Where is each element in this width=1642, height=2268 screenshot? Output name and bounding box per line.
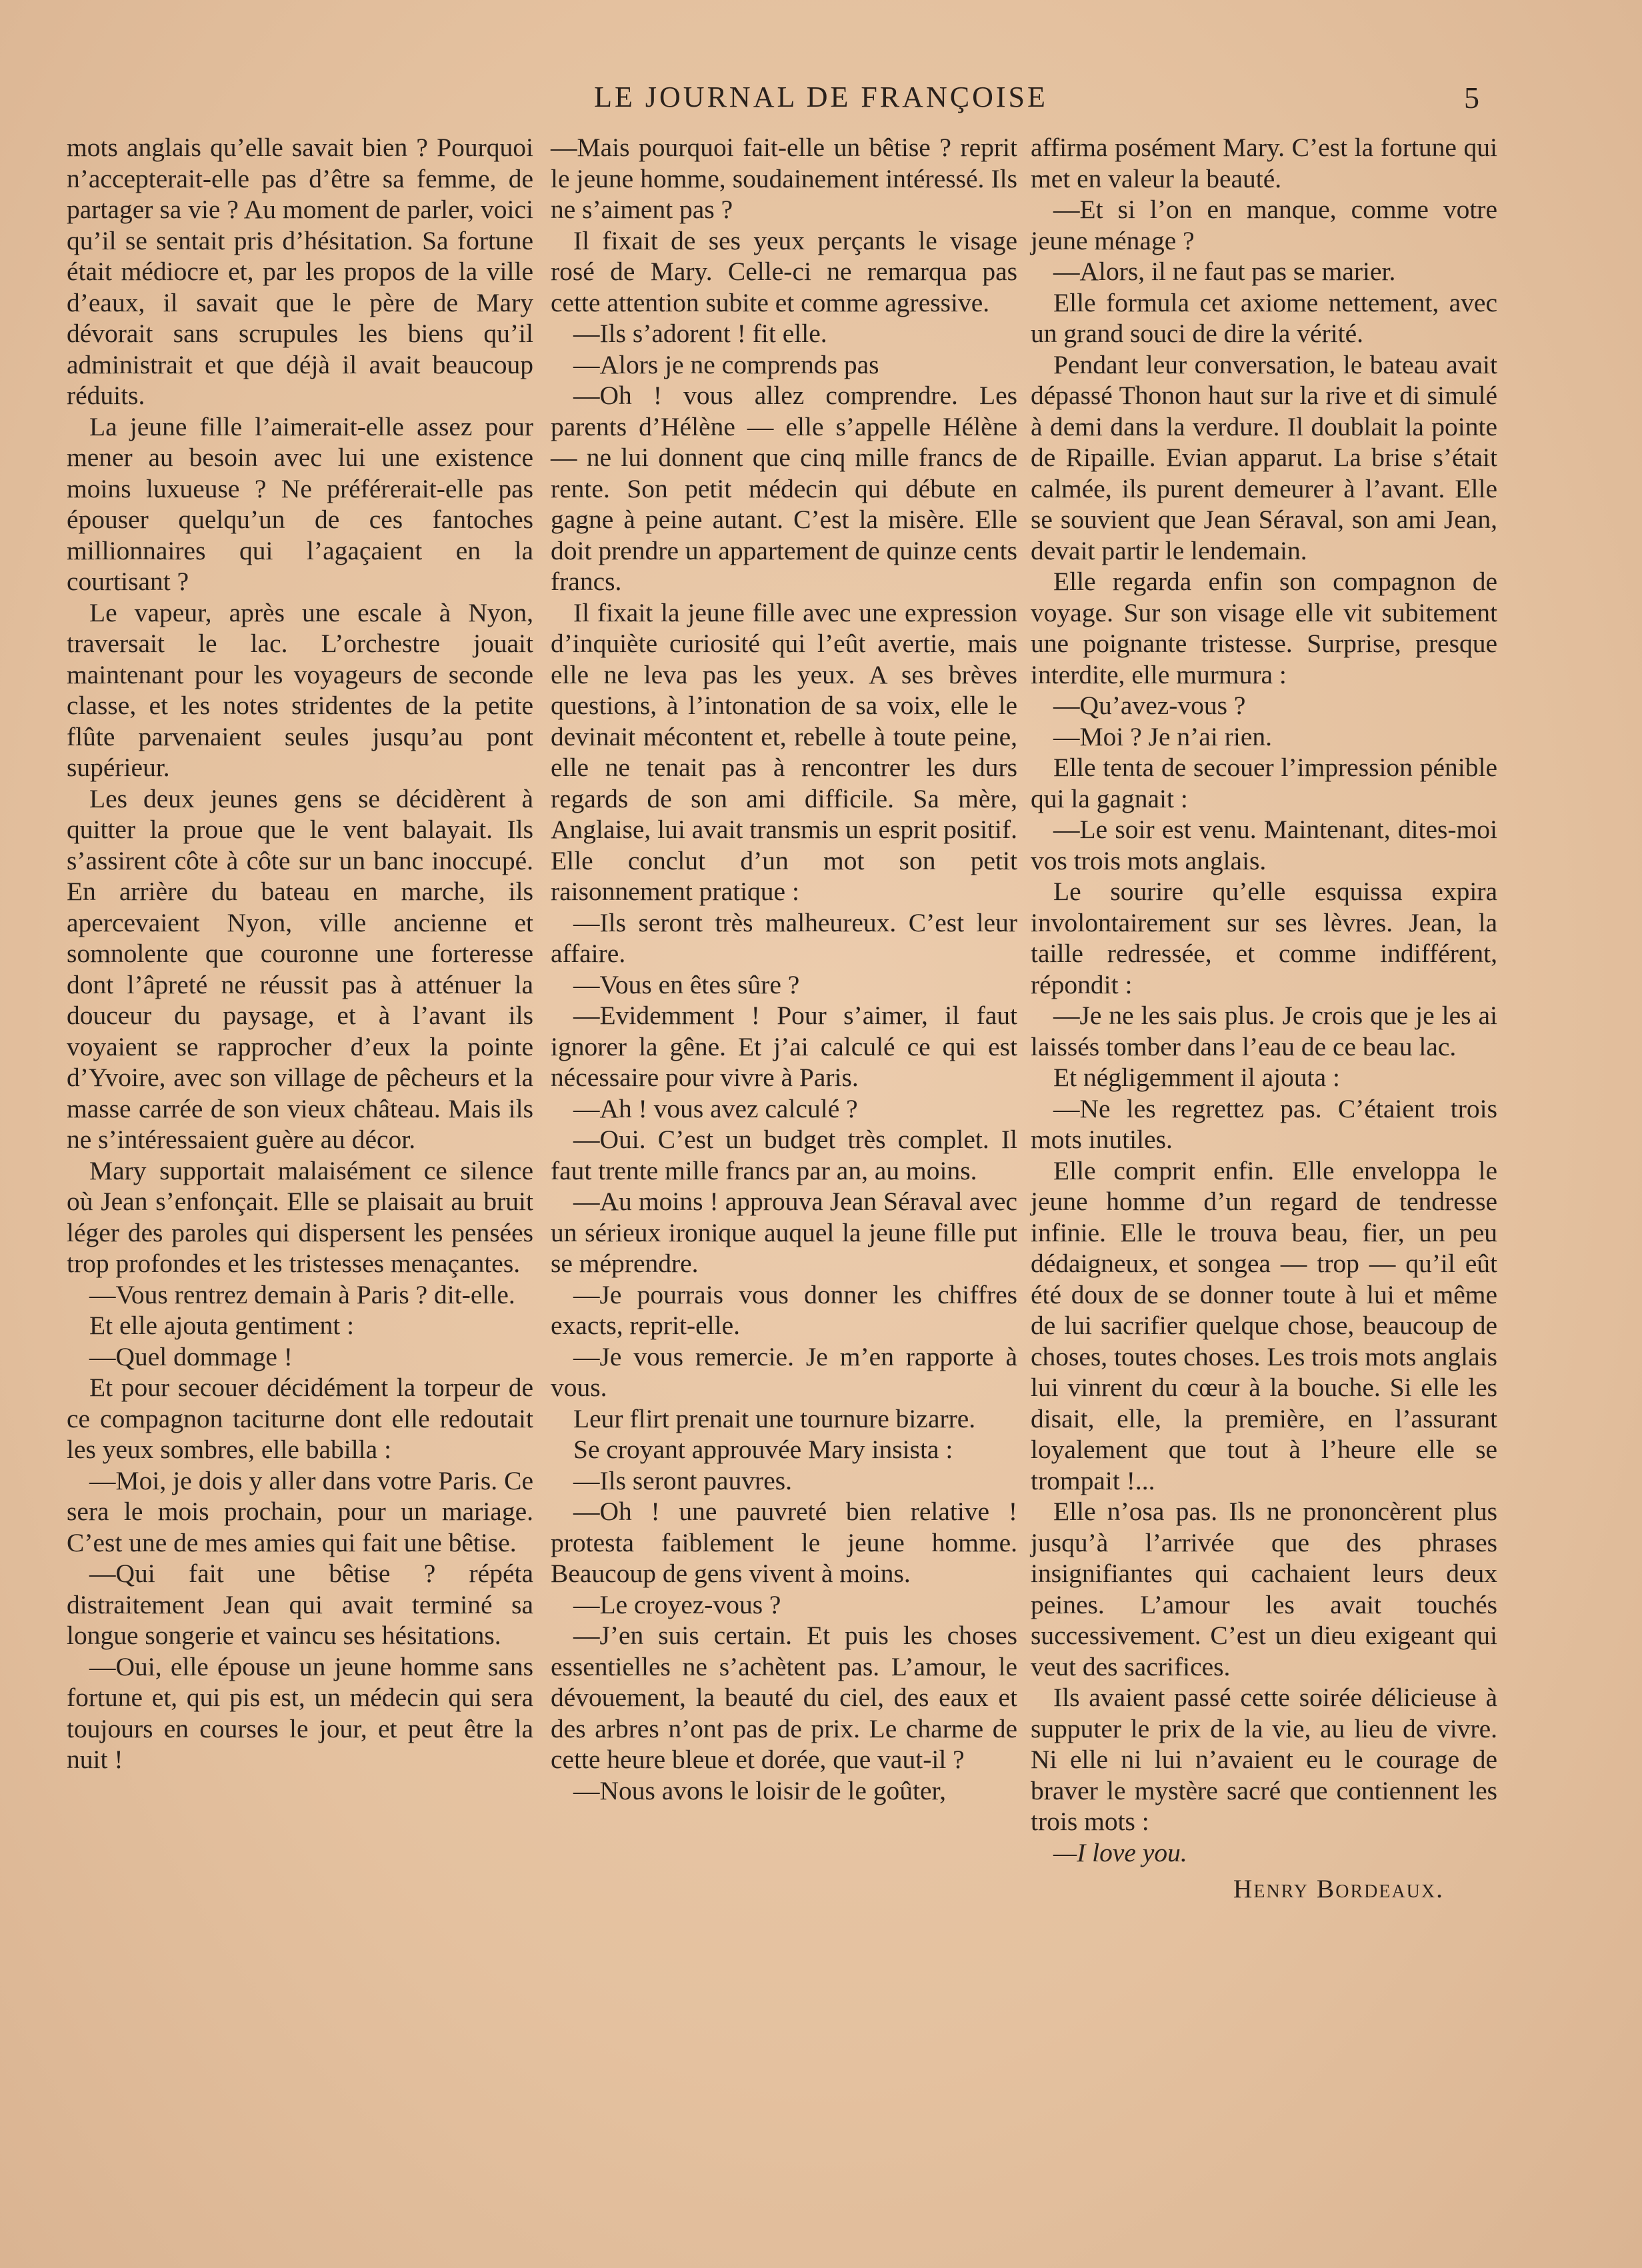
paragraph: —Mais pourquoi fait-elle un bêtise ? reprit le jeune homme, soudainement intéressé. Ils ne s’aiment pas ? <box>551 133 1017 224</box>
paragraph: Il fixait la jeune fille avec une expression d’inquiète curiosité qui l’eût avertie, mais elle ne leva pas les yeux. A ses brèves questions, à l’intonation de sa voix, elle le devinait mécontent et, rebelle à toute peine, elle ne tenait pas à rencontrer les durs regards de son ami difficile. Sa mère, Anglaise, lui avait transmis un esprit positif. Elle conclut d’un mot son petit raisonnement pratique : <box>551 597 1017 906</box>
paragraph: —Vous en êtes sûre ? <box>573 969 800 999</box>
paragraph: —Ils s’adorent ! fit elle. <box>573 319 827 348</box>
paragraph: —Qu’avez-vous ? <box>1053 691 1246 720</box>
paragraph: —Moi ? Je n’ai rien. <box>1053 721 1272 751</box>
paragraph: Elle comprit enfin. Elle enveloppa le jeune homme d’un regard de tendresse infinie. Elle le trouva beau, fier, un peu dédaigneux, et songea — trop — qu’il eût été doux de se donner toute à lui et même de lui sacrifier quelque chose, beaucoup de choses, toutes choses. Les trois mots anglais lui vinrent du cœur à la bouche. Si elle les disait, elle, la première, en l’assurant loyalement que tout à l’heure elle se trompait !... <box>1031 1155 1497 1495</box>
paragraph: —Le soir est venu. Maintenant, dites-moi vos trois mots anglais. <box>1031 815 1497 875</box>
paragraph: —Oui, elle épouse un jeune homme sans fortune et, qui pis est, un médecin qui sera toujours en courses le jour, et peut être la nuit ! <box>67 1651 533 1774</box>
paragraph: Elle n’osa pas. Ils ne prononcèrent plus jusqu’à l’arrivée que des phrases insignifiantes qui cachaient leurs deux peines. L’amour les avait touchés successivement. C’est un dieu exigeant qui veut des sacrifices. <box>1031 1497 1497 1681</box>
text-column-2 <box>551 132 1017 2228</box>
paragraph: Il fixait de ses yeux perçants le visage rosé de Mary. Celle-ci ne remarqua pas cette attention subite et comme agressive. <box>551 225 1017 317</box>
paragraph: —Oui. C’est un budget très complet. Il faut trente mille francs par an, au moins. <box>551 1125 1017 1185</box>
paragraph: —Vous rentrez demain à Paris ? dit-elle. <box>89 1279 515 1309</box>
running-title: LE JOURNAL DE FRANÇOISE <box>594 81 1048 113</box>
paragraph: La jeune fille l’aimerait-elle assez pour mener au besoin avec lui une existence moins luxueuse ? Ne préférerait-elle pas épouser quelqu’un de ces fantoches millionnaires qui l’agaçaient en la courtisant ? <box>67 411 533 596</box>
paragraph: Elle regarda enfin son compagnon de voyage. Sur son visage elle vit subitement une poignante tristesse. Surprise, presque interdite, elle murmura : <box>1031 567 1497 689</box>
author-signature: Henry Bordeaux. <box>1233 1874 1444 1903</box>
paragraph: Et pour secouer décidément la torpeur de ce compagnon taciturne dont elle redoutait les yeux sombres, elle babilla : <box>67 1373 533 1464</box>
paragraph: Et elle ajouta gentiment : <box>89 1311 355 1340</box>
paragraph: Elle formula cet axiome nettement, avec un grand souci de dire la vérité. <box>1031 287 1497 348</box>
paragraph: —Ils seront pauvres. <box>573 1465 792 1495</box>
paragraph: —Au moins ! approuva Jean Séraval avec un sérieux ironique auquel la jeune fille put se méprendre. <box>551 1187 1017 1278</box>
paragraph: —Qui fait une bêtise ? répéta distraitement Jean qui avait terminé sa longue songerie et vaincu ses hésitations. <box>67 1559 533 1650</box>
paragraph: —Evidemment ! Pour s’aimer, il faut ignorer la gêne. Et j’ai calculé ce qui est nécessaire pour vivre à Paris. <box>551 1001 1017 1092</box>
paragraph: mots anglais qu’elle savait bien ? Pourquoi n’accepterait-elle pas d’être sa femme, de partager sa vie ? Au moment de parler, voici qu’il se sentait pris d’hésitation. Sa fortune était médiocre et, par les propos de la ville d’eaux, il savait que le père de Mary dévorait sans scrupules les biens qu’il administrait et que déjà il avait beaucoup réduits. <box>67 133 533 410</box>
paragraph: —Quel dommage ! <box>89 1341 293 1371</box>
paragraph: —J’en suis certain. Et puis les choses essentielles ne s’achètent pas. L’amour, le dévouement, la beauté du ciel, des eaux et des arbres n’ont pas de prix. Le charme de cette heure bleue et dorée, que vaut-il ? <box>551 1621 1017 1774</box>
paragraph: Les deux jeunes gens se décidèrent à quitter la proue que le vent balayait. Ils s’assirent côte à côte sur un banc inoccupé. En arrière du bateau en marche, ils apercevaient Nyon, ville ancienne et somnolente que couronne une forteresse dont l’âpreté ne réussit pas à atténuer la douceur du paysage, et à l’avant ils voyaient se rapprocher d’eux la pointe d’Yvoire, avec son village de pêcheurs et la masse carrée de son vieux château. Mais ils ne s’intéressaient guère au décor. <box>67 783 533 1154</box>
paragraph: —Moi, je dois y aller dans votre Paris. Ce sera le mois prochain, pour un mariage. C’est une de mes amies qui fait une bêtise. <box>67 1465 533 1557</box>
paragraph: —Et si l’on en manque, comme votre jeune ménage ? <box>1031 195 1497 255</box>
paragraph: —Le croyez-vous ? <box>573 1589 781 1619</box>
paragraph: affirma posément Mary. C’est la fortune qui met en valeur la beauté. <box>1031 133 1497 193</box>
paragraph: —Je vous remercie. Je m’en rapporte à vous. <box>551 1341 1017 1402</box>
closing-quote: —I love you. <box>1053 1837 1187 1867</box>
paragraph: Leur flirt prenait une tournure bizarre. <box>573 1403 976 1433</box>
page-header <box>0 80 1642 127</box>
paragraph: Le sourire qu’elle esquissa expira involontairement sur ses lèvres. Jean, la taille redressée, et comme indifférent, répondit : <box>1031 877 1497 999</box>
paragraph: Mary supportait malaisément ce silence où Jean s’enfonçait. Elle se plaisait au bruit léger des paroles qui dispersent les pensées trop profondes et les tristesses menaçantes. <box>67 1155 533 1278</box>
paragraph: —Ne les regrettez pas. C’étaient trois mots inutiles. <box>1031 1093 1497 1154</box>
paragraph: —Oh ! une pauvreté bien relative ! protesta faiblement le jeune homme. Beaucoup de gens vivent à moins. <box>551 1497 1017 1588</box>
paragraph: —Alors je ne comprends pas <box>573 349 879 379</box>
paragraph: —Ils seront très malheureux. C’est leur affaire. <box>551 907 1017 968</box>
paragraph: Elle tenta de secouer l’impression pénible qui la gagnait : <box>1031 753 1497 813</box>
paragraph: —Oh ! vous allez comprendre. Les parents d’Hélène — elle s’appelle Hélène — ne lui donnent que cinq mille francs de rente. Son petit médecin qui débute en gagne à peine autant. C’est la misère. Elle doit prendre un appartement de quinze cents francs. <box>551 381 1017 596</box>
paragraph: Pendant leur conversation, le bateau avait dépassé Thonon haut sur la rive et di simulé à demi dans la verdure. Il doublait la pointe de Ripaille. Evian apparut. La brise s’était calmée, ils purent demeurer à l’avant. Elle se souvient que Jean Séraval, son ami Jean, devait partir le lendemain. <box>1031 349 1497 565</box>
paragraph: Se croyant approuvée Mary insista : <box>573 1435 953 1464</box>
paragraph: —Ah ! vous avez calculé ? <box>573 1093 858 1123</box>
text-column-1 <box>67 132 533 2228</box>
paragraph: —Alors, il ne faut pas se marier. <box>1053 257 1396 286</box>
paragraph: —Nous avons le loisir de le goûter, <box>573 1775 946 1805</box>
paragraph: —Je ne les sais plus. Je crois que je les ai laissés tomber dans l’eau de ce beau lac. <box>1031 1001 1497 1061</box>
paragraph: Le vapeur, après une escale à Nyon, traversait le lac. L’orchestre jouait maintenant pour les voyageurs de seconde classe, et les notes stridentes de la petite flûte parvenaient seules jusqu’au pont supérieur. <box>67 597 533 782</box>
paragraph: Ils avaient passé cette soirée délicieuse à supputer le prix de la vie, au lieu de vivre. Ni elle ni lui n’avaient eu le courage de braver le mystère sacré que contiennent les trois mots : <box>1031 1683 1497 1836</box>
text-column-3 <box>1031 132 1497 2228</box>
page-number: 5 <box>1464 81 1479 115</box>
paragraph: —Je pourrais vous donner les chiffres exacts, reprit-elle. <box>551 1279 1017 1340</box>
paragraph: Et négligemment il ajouta : <box>1053 1063 1341 1092</box>
